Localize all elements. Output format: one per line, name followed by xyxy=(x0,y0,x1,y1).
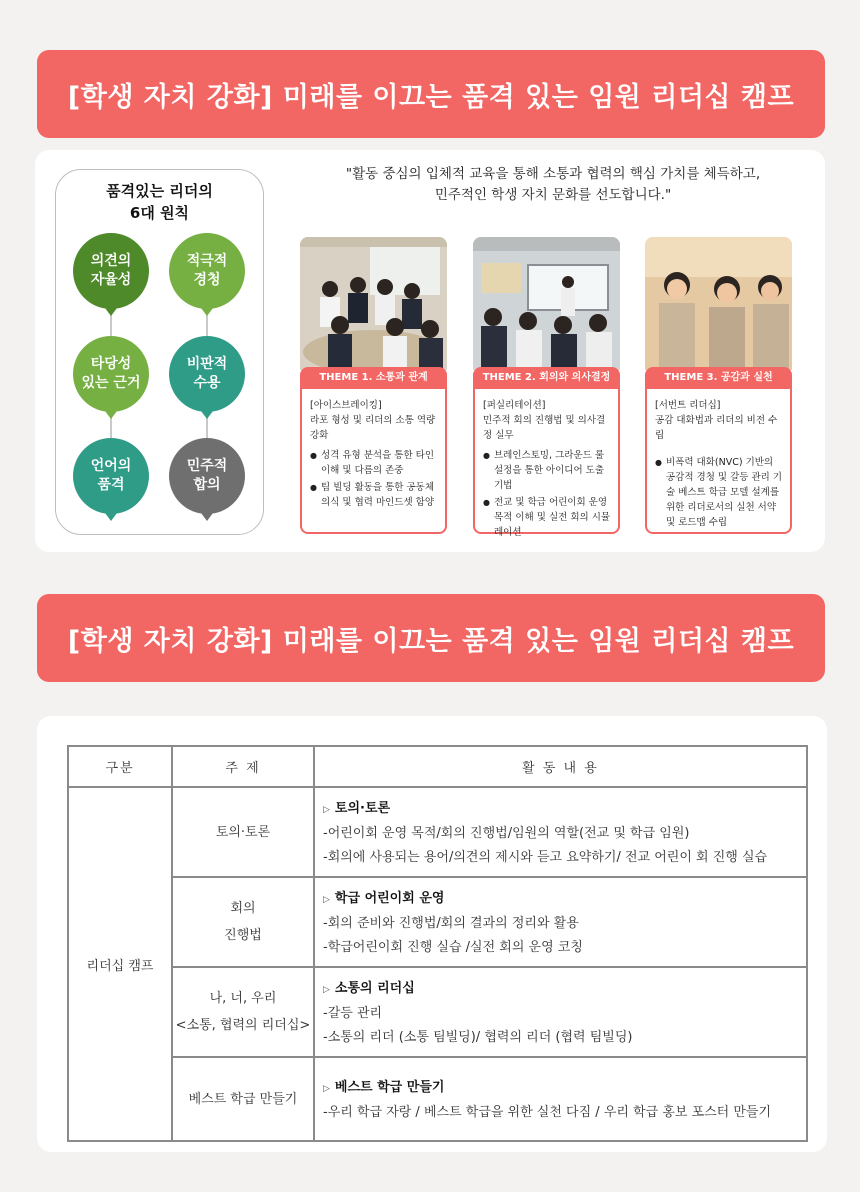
theme-description xyxy=(300,389,447,534)
principles-panel xyxy=(55,169,264,535)
table-row xyxy=(68,1057,807,1141)
table-row xyxy=(68,967,807,1057)
meeting-classroom-photo xyxy=(473,237,620,370)
topic-cell: 베스트 학급 만들기 xyxy=(172,1057,314,1141)
content-cell: ▷ 토의·토론 -어린이회 운영 목적/회의 진행법/임원의 역할(전교 및 학급 임원) -회의에 사용되는 용어/의견의 제시와 듣고 요약하기/ 전교 어린이 회 진행 실습 xyxy=(314,787,807,877)
theme-card xyxy=(300,237,447,534)
theme-label: THEME 2. 회의와 의사결정 xyxy=(473,367,620,389)
theme-description xyxy=(645,389,792,534)
theme-desc: 공감 대화법과 리더의 비전 수립 xyxy=(655,415,778,441)
content-cell: ▷ 베스트 학급 만들기 -우리 학급 자랑 / 베스트 학급을 위한 실천 다짐 / 우리 학급 홍보 포스터 만들기 xyxy=(314,1057,807,1141)
category-cell: 리더십 캠프 xyxy=(68,787,172,1141)
theme-bullet: ● 브레인스토밍, 그라운드 룰 설정을 통한 아이디어 도출 기법 xyxy=(483,448,611,493)
program-card xyxy=(37,716,827,1152)
principle-circle: 언어의 품격 xyxy=(73,438,149,514)
theme-description xyxy=(473,389,620,538)
principles-title xyxy=(56,180,263,224)
triangle-bullet-icon: ▷ xyxy=(323,1084,330,1094)
principle-circle: 적극적 경청 xyxy=(169,233,245,309)
program-table xyxy=(67,745,808,1142)
smiling-students-photo xyxy=(645,237,792,370)
topic-cell: 나, 너, 우리 <소통, 협력의 리더십> xyxy=(172,967,314,1057)
banner-title: [학생 자치 강화] 미래를 이끄는 품격 있는 임원 리더십 캠프 xyxy=(67,81,795,113)
theme-bullet: ● 비폭력 대화(NVC) 기반의 공감적 경청 및 갈등 관리 기술 베스트 학급 모델 설계를 위한 리더로서의 실천 서약 및 로드맵 수립 xyxy=(655,455,783,530)
principles-title-line2: 6대 원칙 xyxy=(129,204,190,222)
section-banner xyxy=(37,594,825,682)
theme-card xyxy=(473,237,620,538)
theme-heading: [퍼실리테이션] xyxy=(483,400,546,411)
content-cell: ▷ 학급 어린이회 운영 -회의 준비와 진행법/회의 결과의 정리와 활용 -학급어린이회 진행 실습 /실전 회의 운영 코칭 xyxy=(314,877,807,967)
table-header: 활 동 내 용 xyxy=(314,746,807,787)
principle-circle: 비판적 수용 xyxy=(169,336,245,412)
theme-bullet: ● 팀 빌딩 활동을 통한 공동체 의식 및 협력 마인드셋 함양 xyxy=(310,480,438,510)
mission-quote: "활동 중심의 입체적 교육을 통해 소통과 협력의 핵심 가치를 체득하고, 민주적인 학생 자치 문화를 선도합니다." xyxy=(345,166,761,203)
principle-circle: 타당성 있는 근거 xyxy=(73,336,149,412)
theme-label: THEME 1. 소통과 관계 xyxy=(300,367,447,389)
principle-circle: 민주적 합의 xyxy=(169,438,245,514)
triangle-bullet-icon: ▷ xyxy=(323,985,330,995)
table-header: 주 제 xyxy=(172,746,314,787)
topic-cell: 토의·토론 xyxy=(172,787,314,877)
content-cell: ▷ 소통의 리더십 -갈등 관리 -소통의 리더 (소통 팀빌딩)/ 협력의 리더 (협력 팀빌딩) xyxy=(314,967,807,1057)
theme-heading: [아이스브레이킹] xyxy=(310,400,382,411)
banner-title: [학생 자치 강화] 미래를 이끄는 품격 있는 임원 리더십 캠프 xyxy=(67,625,795,657)
theme-bullet: ● 전교 및 학급 어린이회 운영 목적 이해 및 실전 회의 시뮬레이션 xyxy=(483,495,611,540)
theme-card xyxy=(645,237,792,534)
theme-bullet: ● 성격 유형 분석을 통한 타인 이해 및 다름의 존중 xyxy=(310,448,438,478)
top-banner xyxy=(37,50,825,138)
topic-cell: 회의 진행법 xyxy=(172,877,314,967)
intro-card xyxy=(35,150,825,552)
principles-title-line1: 품격있는 리더의 xyxy=(106,182,213,200)
classroom-discussion-photo xyxy=(300,237,447,370)
triangle-bullet-icon: ▷ xyxy=(323,805,330,815)
theme-label: THEME 3. 공감과 실천 xyxy=(645,367,792,389)
principle-circle: 의견의 자율성 xyxy=(73,233,149,309)
table-header: 구분 xyxy=(68,746,172,787)
theme-desc: 민주적 회의 진행법 및 의사결정 실무 xyxy=(483,415,606,441)
theme-desc: 라포 형성 및 리더의 소통 역량 강화 xyxy=(310,415,436,441)
triangle-bullet-icon: ▷ xyxy=(323,895,330,905)
table-row xyxy=(68,787,807,877)
table-row xyxy=(68,877,807,967)
theme-heading: [서번트 리더십] xyxy=(655,400,721,411)
